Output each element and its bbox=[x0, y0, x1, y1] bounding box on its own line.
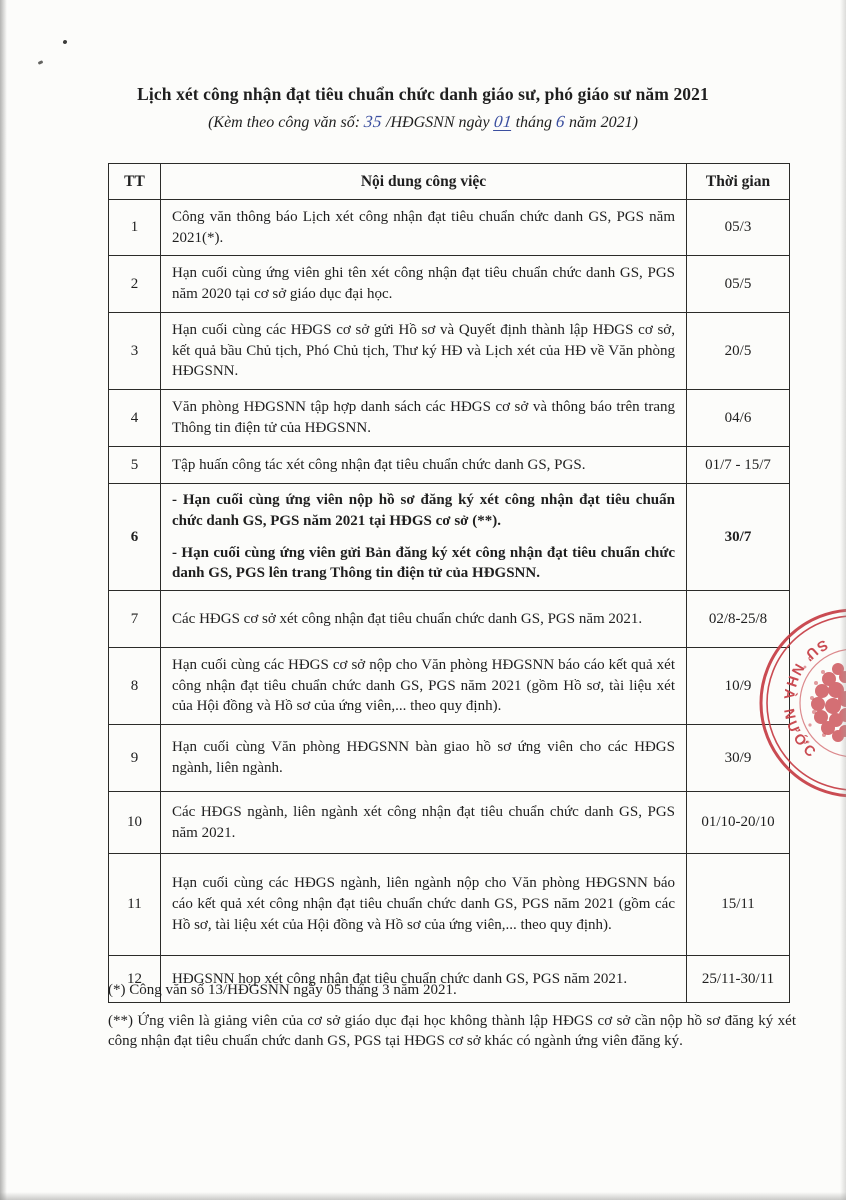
footnote-1: (*) Công văn số 13/HĐGSNN ngày 05 tháng 3 năm 2021. bbox=[108, 982, 457, 998]
handwritten-day: 01 bbox=[492, 112, 513, 131]
deadline-cell: 01/10-20/10 bbox=[687, 792, 790, 854]
subtitle-mid2: tháng bbox=[511, 114, 557, 131]
task-description-cell bbox=[161, 591, 687, 648]
document-header bbox=[0, 84, 846, 132]
row-number-cell: 6 bbox=[109, 484, 161, 591]
row-number-cell: 12 bbox=[109, 956, 161, 1003]
handwritten-month: 6 bbox=[555, 112, 567, 131]
scan-edge-left bbox=[0, 0, 7, 1200]
table-row bbox=[109, 591, 790, 648]
column-header-tt: TT bbox=[109, 164, 161, 200]
footnote-2: (**) Ứng viên là giảng viên của cơ sở giáo dục đại học không thành lập HĐGS cơ sở cần nộp hồ sơ đăng ký xét công nhận đạt tiêu chuẩn chức danh GS, PGS tại HĐGS cơ sở khác có ngành ứng viên đăng ký. bbox=[108, 1012, 796, 1050]
table-row bbox=[109, 200, 790, 256]
page-title: Lịch xét công nhận đạt tiêu chuẩn chức danh giáo sư, phó giáo sư năm 2021 bbox=[137, 84, 709, 104]
task-description-line: - Hạn cuối cùng ứng viên gửi Bản đăng ký xét công nhận đạt tiêu chuẩn chức danh GS, PGS lên trang Thông tin điện tử của HĐGSNN. bbox=[172, 544, 675, 582]
subtitle-mid1: /HĐGSNN ngày bbox=[382, 114, 494, 131]
schedule-table bbox=[108, 163, 790, 1003]
table-row bbox=[109, 256, 790, 313]
task-description-line: Hạn cuối cùng Văn phòng HĐGSNN bàn giao hồ sơ ứng viên cho các HĐGS ngành, liên ngành. bbox=[172, 739, 675, 776]
task-description-line: Các HĐGS ngành, liên ngành xét công nhận đạt tiêu chuẩn chức danh GS, PGS năm 2021. bbox=[172, 803, 675, 841]
task-description-line: Các HĐGS cơ sở xét công nhận đạt tiêu chuẩn chức danh GS, PGS năm 2021. bbox=[172, 610, 643, 627]
row-number-cell: 7 bbox=[109, 591, 161, 648]
schedule-table-header bbox=[109, 164, 790, 200]
row-number-cell: 9 bbox=[109, 725, 161, 792]
row-number-cell: 8 bbox=[109, 648, 161, 725]
deadline-cell: 20/5 bbox=[687, 313, 790, 390]
task-description-line: Hạn cuối cùng các HĐGS ngành, liên ngành nộp cho Văn phòng HĐGSNN báo cáo kết quả xét công nhận đạt tiêu chuẩn chức danh GS, PGS năm 2021 (gồm các Hồ sơ, tài liệu xét của Hội đồng và Hồ sơ của ứng viên,... theo quy định). bbox=[172, 875, 675, 933]
row-number-cell: 5 bbox=[109, 447, 161, 484]
deadline-cell: 30/7 bbox=[687, 484, 790, 591]
column-header-content: Nội dung công việc bbox=[161, 164, 687, 200]
subtitle-prefix: (Kèm theo công văn số: bbox=[208, 114, 365, 131]
task-description-line: HĐGSNN họp xét công nhận đạt tiêu chuẩn chức danh GS, PGS năm 2021. bbox=[172, 970, 628, 987]
table-row bbox=[109, 854, 790, 956]
row-number-cell: 11 bbox=[109, 854, 161, 956]
deadline-cell: 30/9 bbox=[687, 725, 790, 792]
task-description-cell bbox=[161, 200, 687, 256]
table-row bbox=[109, 390, 790, 447]
row-number-cell: 1 bbox=[109, 200, 161, 256]
column-header-time: Thời gian bbox=[687, 164, 790, 200]
task-description-cell bbox=[161, 313, 687, 390]
stamp-text: SƯ NHÀ NƯỚC bbox=[779, 635, 831, 764]
task-description-line: Hạn cuối cùng các HĐGS cơ sở gửi Hồ sơ và Quyết định thành lập HĐGS cơ sở, kết quả bầu Chủ tịch, Phó Chủ tịch, Thư ký HĐ và Lịch xét của HĐ về Văn phòng HĐGSNN. bbox=[172, 321, 675, 380]
subtitle-suffix: năm 2021) bbox=[565, 114, 638, 131]
scan-speck bbox=[38, 60, 44, 65]
task-description-line: Tập huấn công tác xét công nhận đạt tiêu chuẩn chức danh GS, PGS. bbox=[172, 456, 586, 473]
task-description-cell bbox=[161, 484, 687, 591]
task-description-cell bbox=[161, 390, 687, 447]
deadline-cell: 10/9 bbox=[687, 648, 790, 725]
schedule-table-body bbox=[109, 200, 790, 1003]
official-stamp bbox=[750, 607, 846, 803]
footnotes bbox=[108, 980, 796, 1062]
task-description-cell bbox=[161, 792, 687, 854]
task-description-cell bbox=[161, 256, 687, 313]
table-row bbox=[109, 313, 790, 390]
row-number-cell: 10 bbox=[109, 792, 161, 854]
table-row bbox=[109, 484, 790, 591]
task-description-line: Văn phòng HĐGSNN tập hợp danh sách các HĐGS cơ sở và thông báo trên trang Thông tin điện tử của HĐGSNN. bbox=[172, 399, 675, 436]
scan-edge-bottom bbox=[0, 1192, 846, 1200]
deadline-cell: 04/6 bbox=[687, 390, 790, 447]
document-subtitle bbox=[0, 112, 846, 132]
deadline-cell: 05/5 bbox=[687, 256, 790, 313]
task-description-cell bbox=[161, 725, 687, 792]
table-row bbox=[109, 725, 790, 792]
row-number-cell: 3 bbox=[109, 313, 161, 390]
task-description-line: Công văn thông báo Lịch xét công nhận đạt tiêu chuẩn chức danh GS, PGS năm 2021(*). bbox=[172, 208, 675, 246]
deadline-cell: 01/7 - 15/7 bbox=[687, 447, 790, 484]
deadline-cell: 02/8-25/8 bbox=[687, 591, 790, 648]
scan-edge-right bbox=[840, 0, 846, 1200]
deadline-cell: 05/3 bbox=[687, 200, 790, 256]
handwritten-document-number: 35 bbox=[363, 112, 384, 131]
row-number-cell: 2 bbox=[109, 256, 161, 313]
task-description-cell bbox=[161, 648, 687, 725]
scan-speck bbox=[62, 39, 67, 44]
table-row bbox=[109, 447, 790, 484]
deadline-cell: 15/11 bbox=[687, 854, 790, 956]
task-description-line: Hạn cuối cùng ứng viên ghi tên xét công nhận đạt tiêu chuẩn chức danh GS, PGS năm 2020 tại cơ sở giáo dục đại học. bbox=[172, 265, 675, 302]
table-row bbox=[109, 648, 790, 725]
task-description-cell bbox=[161, 447, 687, 484]
table-row bbox=[109, 792, 790, 854]
task-description-line: - Hạn cuối cùng ứng viên nộp hồ sơ đăng ký xét công nhận đạt tiêu chuẩn chức danh GS, PGS năm 2021 tại HĐGS cơ sở (**). bbox=[172, 492, 675, 529]
row-number-cell: 4 bbox=[109, 390, 161, 447]
task-description-cell bbox=[161, 854, 687, 956]
deadline-cell: 25/11-30/11 bbox=[687, 956, 790, 1003]
task-description-line: Hạn cuối cùng các HĐGS cơ sở nộp cho Văn phòng HĐGSNN báo cáo kết quả xét công nhận đạt tiêu chuẩn chức danh GS, PGS năm 2021 (gồm Hồ sơ, tài liệu xét của Hội đồng và Hồ sơ của ứng viên,... theo quy định). bbox=[172, 656, 675, 715]
